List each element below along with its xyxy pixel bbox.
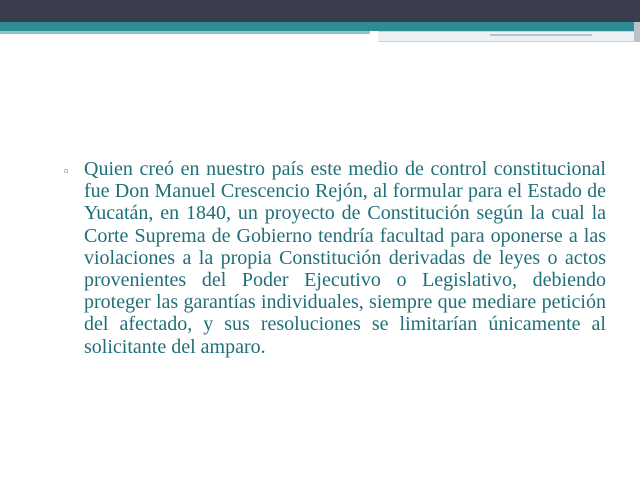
slide-body bbox=[62, 158, 606, 358]
header-right-mark bbox=[634, 22, 640, 42]
header-box-line bbox=[490, 34, 592, 36]
header-dark-bar bbox=[0, 0, 640, 22]
header-light-box bbox=[378, 31, 640, 42]
header-teal-accent-line bbox=[0, 31, 370, 34]
header-teal-bar bbox=[0, 22, 640, 31]
bullet-paragraph: Quien creó en nuestro país este medio de control constitucional fue Don Manuel Crescencio Rejón, al formular para el Estado de Yucatán, en 1840, un proyecto de Constitución según la cual la Corte Suprema de Gobierno tendría facultad para oponerse a las violaciones a la propia Constitución derivadas de leyes o actos provenientes del Poder Ejecutivo o Legislativo, debiendo proteger las garantías individuales, siempre que mediare petición del afectado, y sus resoluciones se limitarían únicamente al solicitante del amparo. bbox=[84, 158, 606, 358]
bullet-item bbox=[62, 158, 606, 358]
square-bullet-icon: ▫ bbox=[64, 163, 69, 178]
